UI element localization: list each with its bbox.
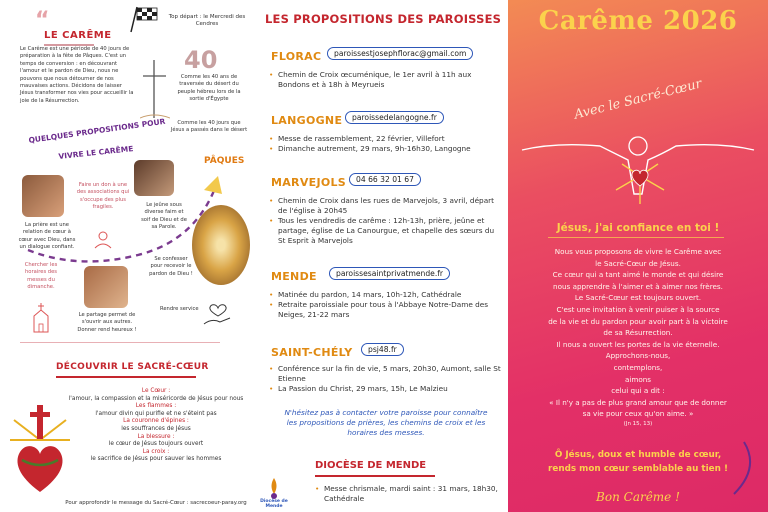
diocese-logo-icon (259, 476, 289, 500)
decouvrir-title: DÉCOUVRIR LE SACRÉ-CŒUR (56, 362, 209, 372)
top-depart: Top départ : le Mercredi des Cendres (168, 14, 246, 28)
prayer-text: La prière est une relation de cœur à cœur avec Dieu, dans un dialogue confiant. (18, 222, 76, 251)
prayer-hands-photo (22, 175, 64, 217)
right-panel (508, 0, 768, 512)
parish-name-langogne: LANGOGNE (271, 114, 343, 127)
diocese-title: DIOCÈSE DE MENDE (315, 460, 427, 471)
cover-body (508, 246, 768, 428)
sharing-hands-photo (84, 266, 128, 308)
forty-number: 40 (184, 46, 218, 74)
forty-text-1: Comme les 40 ans de traversée du désert du peuple hébreu lors de la sortie d'Égypte (177, 74, 241, 103)
sc-line-6: La blessure : (137, 433, 175, 440)
prayer-line-1: Ô Jésus, doux et humble de cœur, (554, 450, 722, 460)
jeune-text: Le jeûne sous diverse faim et soif de Dieu et de sa Parole. (141, 202, 187, 231)
body-line-6: de la vie et du pardon pour avoir part à la victoire (548, 316, 728, 326)
parish-name-mende: MENDE (271, 270, 317, 283)
parish-contact-langogne[interactable]: paroissedelangogne.fr (345, 111, 444, 124)
list-item: • Retraite paroissiale pour tous à l'Abbaye Notre-Dame des Neiges, 21-22 mars (269, 300, 501, 320)
church-icon (30, 302, 52, 334)
propositions-title-2: VIVRE LE CARÊME (58, 144, 134, 161)
body-line-14: sa vie pour ceux qu'on aime. » (582, 409, 694, 419)
parish-contact-mende[interactable]: paroissesaintprivatmende.fr (329, 267, 450, 280)
list-item: • Messe chrismale, mardi saint : 31 mars, 18h30, Cathédrale (315, 484, 501, 504)
sc-line-4: La couronne d'épines : (123, 418, 189, 425)
diocese-list (315, 484, 501, 504)
propositions-title-1: QUELQUES PROPOSITIONS POUR (28, 116, 166, 145)
parish-contact-marvejols[interactable]: 04 66 32 01 67 (349, 173, 421, 186)
parish-contact-florac[interactable]: paroissestjosephflorac@gmail.com (327, 47, 473, 60)
sc-line-7: le cœur de Jésus toujours ouvert (108, 441, 204, 448)
body-line-12: celui qui a dit : (611, 386, 665, 396)
sacred-heart-icon (8, 400, 72, 500)
list-item: • Messe de rassemblement, 22 février, Villefort (269, 134, 501, 144)
forty-text-2: Comme les 40 jours que Jésus a passés dans le désert (170, 120, 248, 134)
chercher-text: Chercher les horaires des messes du dimanche. (24, 262, 58, 291)
list-item: • Chemin de Croix œcuménique, le 1er avril à 11h aux Bondons et à 18h à Meyrueis (269, 70, 501, 90)
paques-label: PÂQUES (204, 156, 245, 166)
divider-line (20, 342, 220, 343)
body-line-4: Le Sacré-Cœur est toujours ouvert. (574, 293, 702, 303)
sacred-heart-meaning (64, 388, 248, 464)
body-line-11: aimons (624, 374, 652, 384)
sc-line-3: l'amour divin qui purifie et ne s'éteint pas (95, 410, 217, 417)
body-line-7: de sa Résurrection. (603, 328, 673, 338)
association-text: Faire un don à une des associations qui s'occupe des plus fragiles. (76, 182, 130, 211)
contact-note: N'hésitez pas à contacter votre paroisse pour connaître les propositions de prières, les chemins de croix et les horaires des messes. (284, 408, 488, 437)
propositions-paroisses-title: LES PROPOSITIONS DES PAROISSES (265, 12, 502, 26)
list-item: • La Passion du Christ, 29 mars, 15h, Le Malzieu (269, 384, 501, 394)
diocese-underline (315, 475, 435, 477)
sc-line-0: Le Cœur : (141, 388, 171, 394)
scripture-ref: (Jn 15, 13) (623, 420, 653, 427)
diocese-logo-text: Diocèse de Mende (260, 499, 288, 509)
list-item: • Tous les vendredis de carême : 12h-13h, prière, jeûne et partage, église de La Canourgue, et chapelle des sœurs du St Esprit à Marvejols (269, 216, 501, 246)
list-item: • Dimanche autrement, 29 mars, 9h-16h30, Langogne (269, 144, 501, 154)
body-line-3: nous apprendre à l'aimer et à aimer nos frères. (553, 281, 723, 291)
sc-line-9: le sacrifice de Jésus pour sauver les hommes (90, 456, 222, 463)
decouvrir-underline (56, 376, 196, 378)
careme-text: Le Carême est une période de 40 jours de préparation à la fête de Pâques. C'est un temps de conversion : en découvrant l'amour et le pardon de Dieu, nous ne pouvons que nous détourner de nos mauvaises actions. Décidons de laisser Jésus transformer nos vies pour accueillir la joie de la Résurrection. (20, 46, 134, 104)
list-item: • Conférence sur la fin de vie, 5 mars, 20h30, Aumont, salle St Etienne (269, 364, 501, 384)
approfondir-text: Pour approfondir le message du Sacré-Cœur : sacrecoeur-paray.org (65, 500, 247, 506)
service-hand-heart-icon (202, 300, 234, 328)
prayer-line-2: rends mon cœur semblable au tien ! (548, 464, 728, 474)
body-line-8: Il nous a ouvert les portes de la vie éternelle. (556, 339, 720, 349)
bon-careme: Bon Carême ! (596, 490, 680, 504)
rendre-service-text: Rendre service (160, 306, 199, 312)
resurrection-painting (192, 205, 250, 285)
parish-list-mende (269, 290, 501, 320)
body-line-9: Approchons-nous, (605, 351, 671, 361)
cross-icon (140, 58, 170, 122)
careme-title: LE CARÊME (44, 30, 112, 41)
sc-line-8: La croix : (142, 448, 170, 455)
decorative-swoosh (704, 438, 760, 498)
middle-panel (255, 0, 508, 512)
partage-text: Le partage permet de s'ouvrir aux autres. Donner rend heureux ! (77, 312, 137, 333)
sc-line-5: les souffrances de Jésus (121, 425, 191, 432)
helping-hands-icon (92, 228, 114, 250)
left-panel (0, 0, 255, 512)
parish-contact-saint-chely[interactable]: psj48.fr (361, 343, 404, 356)
parish-list-langogne (269, 134, 501, 154)
crucifix-heart-icon (516, 124, 760, 208)
body-line-2: Ce cœur qui a tant aimé le monde et qui désire (552, 270, 724, 280)
parish-list-marvejols (269, 196, 501, 246)
cover-title: Carême 2026 (538, 6, 738, 36)
checkered-flag-icon (125, 4, 161, 34)
body-line-5: C'est une invitation à venir puiser à la source (556, 304, 720, 314)
sc-line-1: l'amour, la compassion et la miséricorde de Jésus pour nous (68, 395, 244, 402)
parish-list-florac (269, 70, 501, 90)
confiance-heading: Jésus, j'ai confiance en toi ! (556, 222, 720, 234)
parish-name-saint-chely: SAINT-CHÉLY (271, 346, 353, 359)
body-line-13: « Il n'y a pas de plus grand amour que de donner (549, 397, 727, 407)
quote-icon: “ (35, 8, 50, 33)
body-line-1: le Sacré-Cœur de Jésus. (595, 258, 681, 268)
cover-subtitle: Avec le Sacré-Cœur (572, 76, 704, 123)
body-line-10: contemplons, (613, 362, 663, 372)
parish-name-florac: FLORAC (271, 50, 322, 63)
confiance-underline (548, 237, 724, 238)
list-item: • Matinée du pardon, 14 mars, 10h-12h, Cathédrale (269, 290, 501, 300)
parish-name-marvejols: MARVEJOLS (271, 176, 347, 189)
confesser-text: Se confesser pour recevoir le pardon de Dieu ! (149, 256, 193, 277)
sc-line-2: Les flammes : (135, 403, 177, 410)
list-item: • Chemin de Croix dans les rues de Marvejols, 3 avril, départ de l'église à 20h45 (269, 196, 501, 216)
parish-list-saint-chely (269, 364, 501, 394)
body-line-0: Nous vous proposons de vivre le Carême avec (554, 247, 722, 256)
fasting-bread-photo (134, 160, 174, 196)
